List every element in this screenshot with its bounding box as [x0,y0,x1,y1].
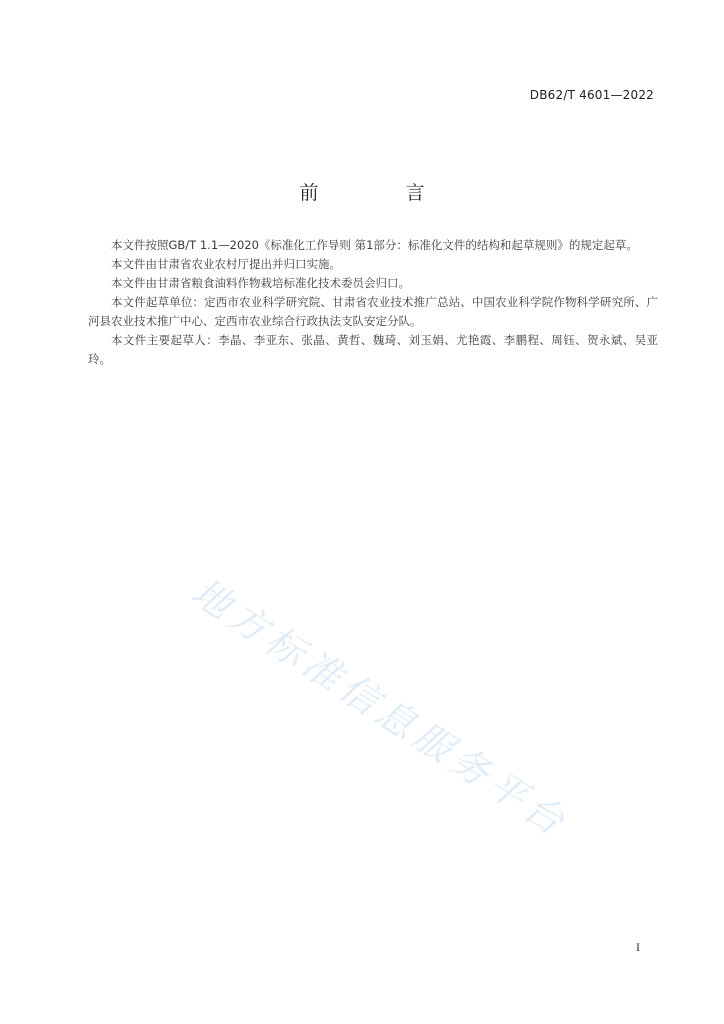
paragraph-drafting-units: 本文件起草单位：定西市农业科学研究院、甘肃省农业技术推广总站、中国农业科学院作物科学研究所、广河县农业技术推广中心、定西市农业综合行政执法支队安定分队。 [88,295,658,328]
watermark: 地方标准信息服务平台 [183,569,577,847]
paragraph-drafters: 本文件主要起草人：李晶、李亚东、张晶、黄哲、魏琦、刘玉娟、尤艳霞、李鹏程、周钰、贺永斌、吴亚玲。 [88,333,658,366]
standard-code: DB62/T 4601—2022 [529,88,654,102]
page-number: I [636,940,640,954]
foreword-body [88,236,658,369]
page-title: 前 言 [299,182,459,204]
paragraph-technical-committee: 本文件由甘肃省粮食油料作物栽培标准化技术委员会归口。 [111,276,410,290]
paragraph-drafting-rules: 本文件按照GB/T 1.1—2020《标准化工作导则 第1部分：标准化文件的结构和起草规则》的规定起草。 [111,238,638,252]
paragraph-proposer: 本文件由甘肃省农业农村厅提出并归口实施。 [111,257,341,271]
